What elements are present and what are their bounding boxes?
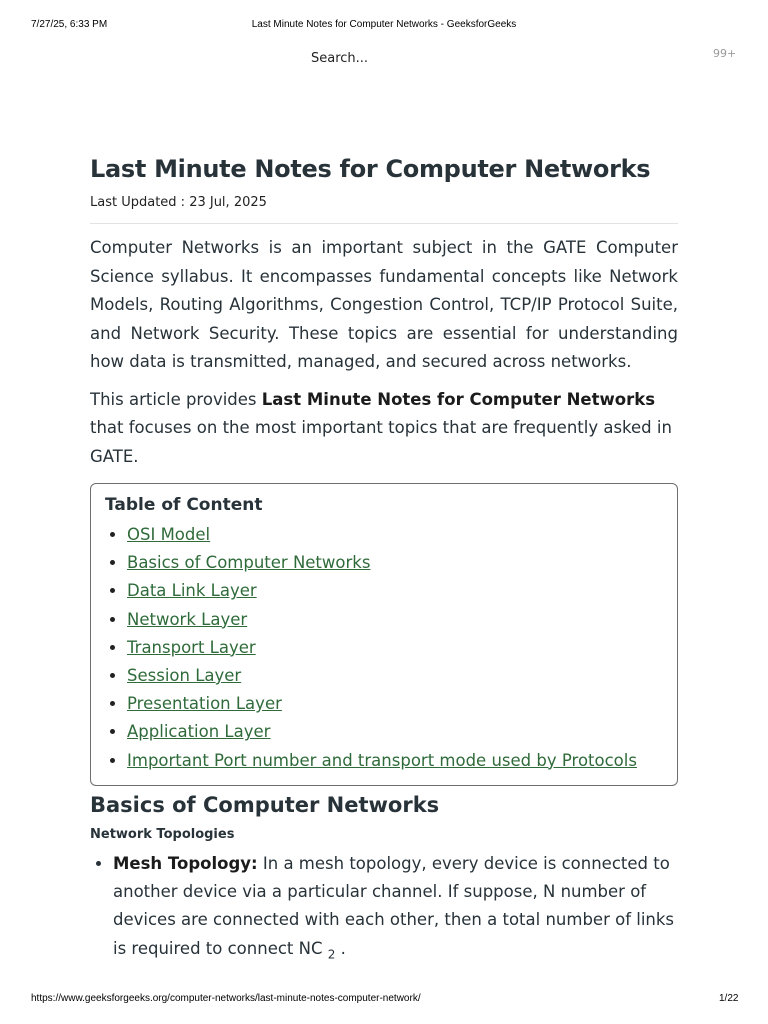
page-url: https://www.geeksforgeeks.org/computer-networks/last-minute-notes-computer-network/ <box>31 993 421 1004</box>
toc-item <box>127 718 663 746</box>
page-number: 1/22 <box>719 993 739 1004</box>
article-title: Last Minute Notes for Computer Networks <box>90 155 651 183</box>
toc-link-basics[interactable]: Basics of Computer Networks <box>127 553 371 573</box>
mesh-topology-end: . <box>335 938 346 958</box>
intro-paragraph: Computer Networks is an important subject in the GATE Computer Science syllabus. It encompasses fundamental concepts like Network Models, Routing Algorithms, Congestion Control, TCP/IP Protocol Suite, and Network Security. These topics are essential for understanding how data is transmitted, managed, and secured across networks. <box>90 238 678 371</box>
toc-link-presentation-layer[interactable]: Presentation Layer <box>127 694 282 714</box>
toc-link-transport-layer[interactable]: Transport Layer <box>127 637 256 657</box>
summary-text-start: This article provides <box>90 389 262 409</box>
toc-list <box>105 521 663 775</box>
article <box>90 155 678 968</box>
list-item-mesh-topology <box>113 850 678 968</box>
section-subheading: Network Topologies <box>90 826 235 842</box>
toc-item <box>127 549 663 577</box>
mesh-topology-term: Mesh Topology: <box>113 853 258 873</box>
toc-item <box>127 577 663 605</box>
divider <box>90 223 678 224</box>
last-updated: Last Updated : 23 Jul, 2025 <box>90 195 267 210</box>
toc-link-osi-model[interactable]: OSI Model <box>127 525 211 544</box>
toc-item <box>127 521 663 549</box>
notification-badge[interactable]: 99+ <box>713 47 737 60</box>
toc-item <box>127 634 663 662</box>
toc-link-data-link-layer[interactable]: Data Link Layer <box>127 581 257 601</box>
toc-item <box>127 662 663 690</box>
section-heading: Basics of Computer Networks <box>90 792 440 817</box>
table-of-content <box>90 483 678 786</box>
toc-item <box>127 606 663 634</box>
mesh-topology-subscript: 2 <box>327 947 336 962</box>
topology-list <box>90 850 678 968</box>
toc-link-port-numbers[interactable]: Important Port number and transport mode used by Protocols <box>127 750 637 770</box>
toc-item <box>127 747 663 775</box>
summary-paragraph <box>90 386 678 472</box>
summary-bold-text: Last Minute Notes for Computer Networks <box>261 389 656 409</box>
toc-link-network-layer[interactable]: Network Layer <box>127 609 248 629</box>
search-input[interactable]: Search... <box>311 51 369 66</box>
toc-item <box>127 690 663 718</box>
toc-link-application-layer[interactable]: Application Layer <box>127 722 271 742</box>
toc-link-session-layer[interactable]: Session Layer <box>127 666 242 686</box>
print-page-title: Last Minute Notes for Computer Networks - GeeksforGeeks <box>251 19 517 30</box>
mesh-topology-text: In a mesh topology, every device is connected to another device via a particular channel. If suppose, N number of devices are connected with each other, then a total number of links is required to connect NC <box>113 853 675 958</box>
print-datetime: 7/27/25, 6:33 PM <box>31 19 108 30</box>
summary-text-end: that focuses on the most important topics that are frequently asked in GATE. <box>90 418 672 466</box>
toc-heading: Table of Content <box>105 495 263 515</box>
print-header <box>0 18 768 34</box>
